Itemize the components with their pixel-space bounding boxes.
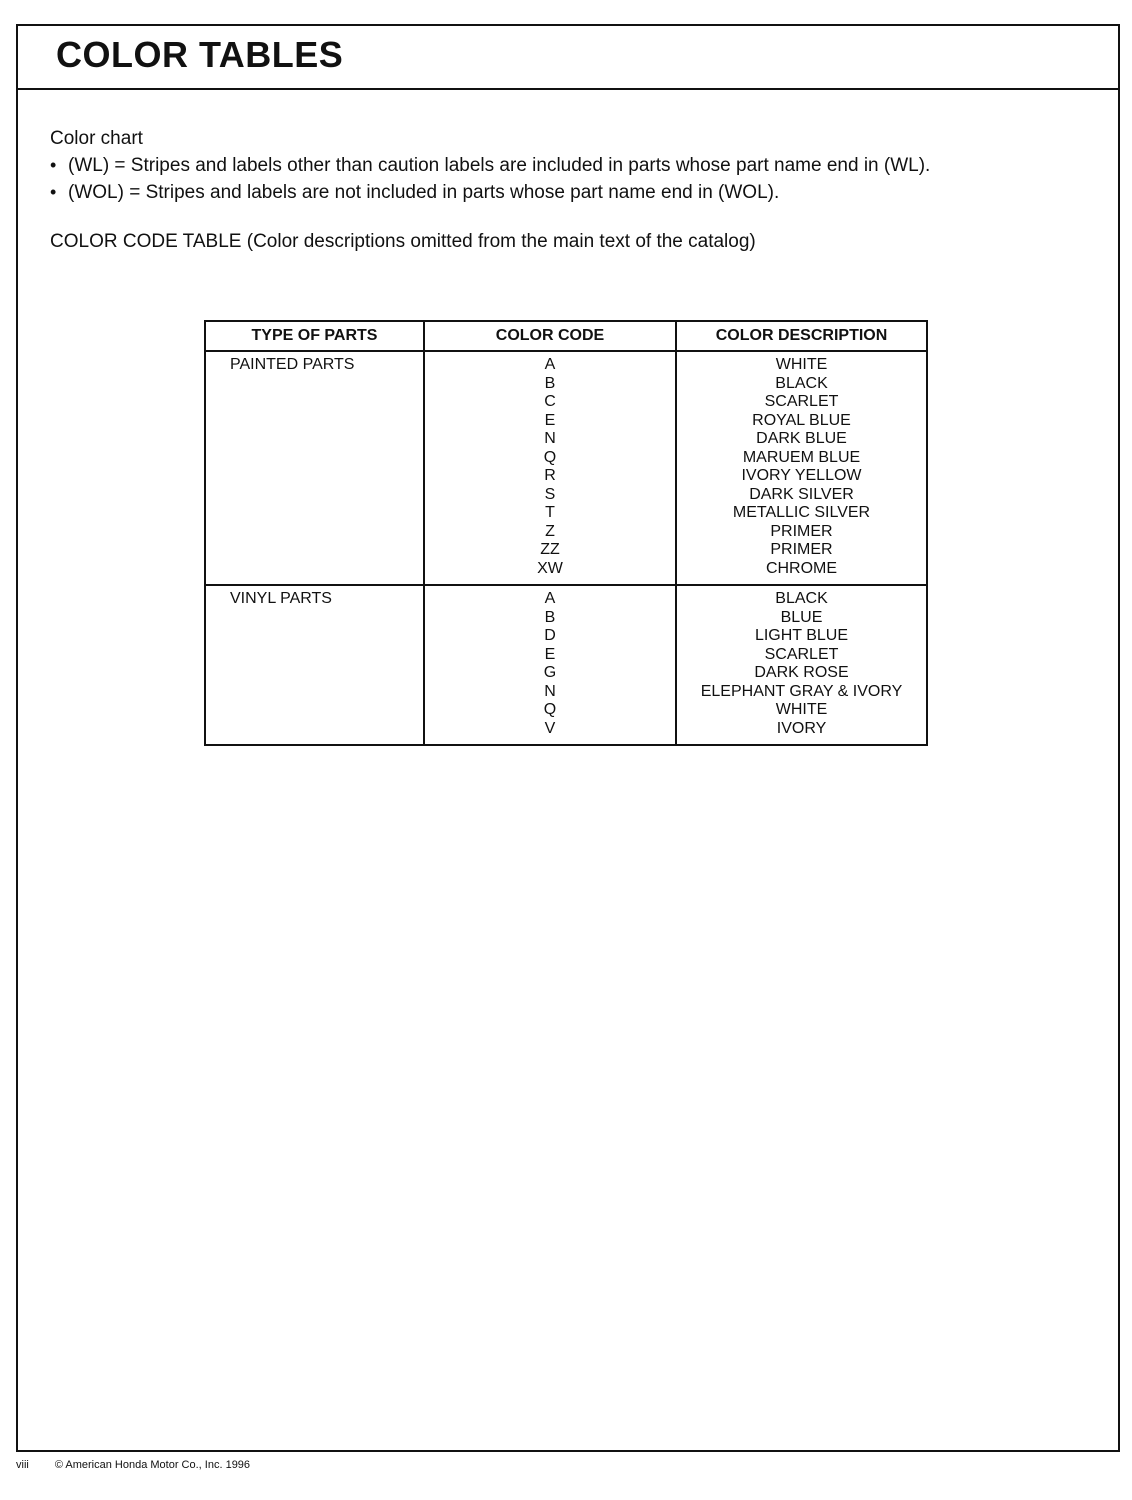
table-row — [205, 351, 927, 585]
color-code: Q — [543, 701, 557, 718]
color-code: T — [545, 504, 555, 521]
color-code: V — [544, 719, 556, 737]
color-description: METALLIC SILVER — [732, 504, 871, 521]
color-description: WHITE — [775, 356, 828, 373]
type-of-parts-cell: PAINTED PARTS — [205, 351, 424, 585]
color-code-cell — [424, 585, 676, 745]
color-code: R — [544, 467, 556, 484]
bullet-text: (WL) = Stripes and labels other than caution labels are included in parts whose part name end in (WL). — [68, 155, 931, 176]
bullet-item — [50, 179, 930, 206]
color-description-cell — [676, 585, 927, 745]
color-code: G — [543, 664, 557, 681]
header-color-code: COLOR CODE — [424, 321, 676, 351]
color-code: XW — [537, 559, 563, 577]
table-row — [205, 585, 927, 745]
color-code: C — [544, 393, 556, 410]
color-description: IVORY — [776, 719, 827, 737]
bullet-text: (WOL) = Stripes and labels are not included in parts whose part name end in (WOL). — [68, 182, 780, 203]
color-description: PRIMER — [770, 522, 833, 540]
page-number: viii — [16, 1459, 29, 1471]
color-description-cell — [676, 351, 927, 585]
header-color-description: COLOR DESCRIPTION — [676, 321, 927, 351]
color-description: SCARLET — [764, 645, 839, 663]
table-header-row — [205, 321, 927, 351]
color-description: CHROME — [765, 559, 838, 577]
bullet-icon: • — [50, 155, 57, 175]
color-code: E — [544, 645, 556, 663]
footer — [16, 1459, 250, 1471]
bullet-icon: • — [50, 182, 57, 202]
color-description: IVORY YELLOW — [741, 467, 862, 484]
color-code: A — [544, 356, 556, 373]
title-bar — [18, 26, 1118, 90]
color-description: LIGHT BLUE — [754, 627, 849, 644]
bullet-item — [50, 152, 930, 179]
color-description: DARK BLUE — [756, 430, 847, 447]
color-code: N — [544, 430, 556, 447]
header-type-of-parts: TYPE OF PARTS — [205, 321, 424, 351]
color-code: B — [544, 374, 556, 392]
color-description: BLUE — [780, 608, 823, 626]
color-description: PRIMER — [770, 541, 833, 558]
color-description: ELEPHANT GRAY & IVORY — [700, 682, 903, 700]
color-code: S — [544, 485, 556, 503]
color-description: MARUEM BLUE — [742, 448, 861, 466]
table-caption: COLOR CODE TABLE (Color descriptions omitted from the main text of the catalog) — [50, 231, 756, 252]
color-description: DARK ROSE — [754, 664, 849, 681]
color-code: N — [544, 682, 556, 700]
color-code: Z — [545, 522, 555, 540]
color-description: SCARLET — [764, 393, 839, 410]
color-code: Q — [543, 448, 557, 466]
color-chart-section — [50, 126, 930, 206]
color-code-cell — [424, 351, 676, 585]
color-description: ROYAL BLUE — [752, 411, 851, 429]
color-code: B — [544, 608, 556, 626]
color-description: DARK SILVER — [749, 485, 854, 503]
color-code: E — [544, 411, 556, 429]
color-code-table — [204, 320, 928, 746]
color-description: BLACK — [775, 590, 828, 607]
color-chart-heading: Color chart — [50, 128, 143, 149]
color-code: A — [544, 590, 556, 607]
page-title: COLOR TABLES — [56, 34, 344, 75]
color-code: ZZ — [540, 541, 560, 558]
type-of-parts-cell: VINYL PARTS — [205, 585, 424, 745]
color-description: WHITE — [775, 701, 828, 718]
copyright-text: © American Honda Motor Co., Inc. 1996 — [54, 1459, 251, 1471]
color-description: BLACK — [775, 374, 828, 392]
color-code: D — [544, 627, 556, 644]
page-frame — [16, 24, 1120, 1452]
